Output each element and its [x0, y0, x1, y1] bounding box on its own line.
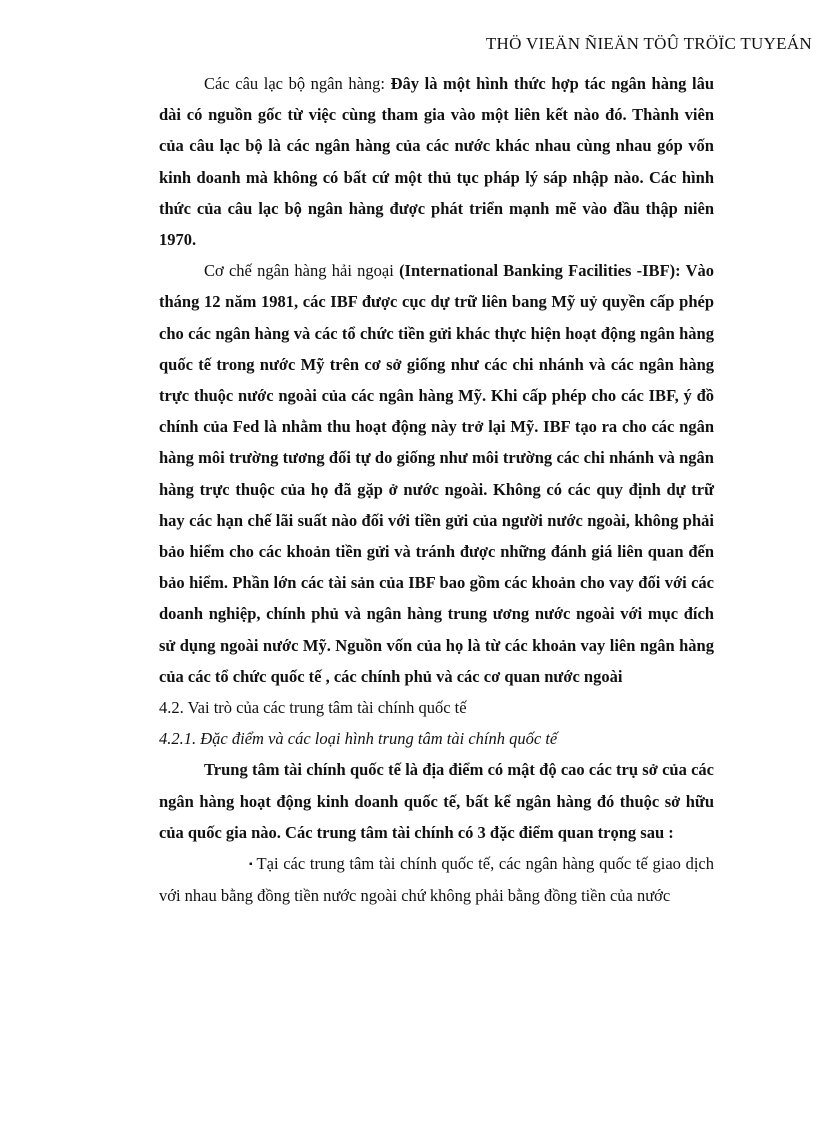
paragraph-bank-clubs [159, 68, 714, 255]
paragraph-text: (International Banking Facilities -IBF): Vào tháng 12 năm 1981, các IBF được cục dự trữ liên bang Mỹ uỷ quyền cấp phép cho các ngân hàng và các tổ chức tiền gửi khác thực hiện hoạt động ngân hàng quốc tế trong nước Mỹ trên cơ sở giống như các chi nhánh và các ngân hàng trực thuộc nước ngoài của các ngân hàng Mỹ. Khi cấp phép cho các IBF, ý đồ chính của Fed là nhằm thu hoạt động này trở lại Mỹ. IBF tạo ra cho các ngân hàng môi trường tương đối tự do giống như môi trường các chi nhánh và ngân hàng trực thuộc của họ đã gặp ở nước ngoài. Không có các quy định dự trữ hay các hạn chế lãi suất nào đối với tiền gửi của người nước ngoài, không phải bảo hiểm cho các khoản tiền gửi và tránh được những đánh giá liên quan đến bảo hiểm. Phần lớn các tài sản của IBF bao gồm các khoản cho vay đối với các doanh nghiệp, chính phủ và ngân hàng trung ương nước ngoài với mục đích sử dụng ngoài nước Mỹ. Nguồn vốn của họ là từ các khoản vay liên ngân hàng của các tổ chức quốc tế , các chính phủ và các cơ quan nước ngoài [159, 261, 714, 686]
paragraph-text: Đây là một hình thức hợp tác ngân hàng lâu dài có nguồn gốc từ việc cùng tham gia vào một liên kết nào đó. Thành viên của câu lạc bộ là các ngân hàng của các nước khác nhau cùng nhau góp vốn kinh doanh mà không có bất cứ một thủ tục pháp lý sáp nhập nào. Các hình thức của câu lạc bộ ngân hàng được phát triển mạnh mẽ vào đầu thập niên 1970. [159, 74, 714, 250]
document-body [159, 68, 714, 911]
bullet-item [159, 848, 714, 911]
section-heading: 4.2. Vai trò của các trung tâm tài chính quốc tế [159, 698, 467, 718]
paragraph-ibf [159, 255, 714, 692]
bullet-text: Tại các trung tâm tài chính quốc tế, các ngân hàng quốc tế giao dịch với nhau bằng đồng tiền nước ngoài chứ không phải bằng đồng tiền của nước [159, 854, 714, 906]
paragraph-financial-centers: Trung tâm tài chính quốc tế là địa điểm có mật độ cao các trụ sở của các ngân hàng hoạt động kinh doanh quốc tế, bất kể ngân hàng đó thuộc sở hữu của quốc gia nào. Các trung tâm tài chính có 3 đặc điểm quan trọng sau : [159, 760, 714, 842]
page-header: THÖ VIEÄN ÑIEÄN TÖÛ TRÖÏC TUYEÁN [485, 34, 812, 53]
subsection-heading: 4.2.1. Đặc điểm và các loại hình trung tâm tài chính quốc tế [159, 729, 558, 749]
paragraph-lead: Các câu lạc bộ ngân hàng: [204, 74, 391, 93]
paragraph-lead: Cơ chế ngân hàng hải ngoại [204, 261, 400, 281]
bullet-square-icon: ▪ [249, 859, 253, 871]
